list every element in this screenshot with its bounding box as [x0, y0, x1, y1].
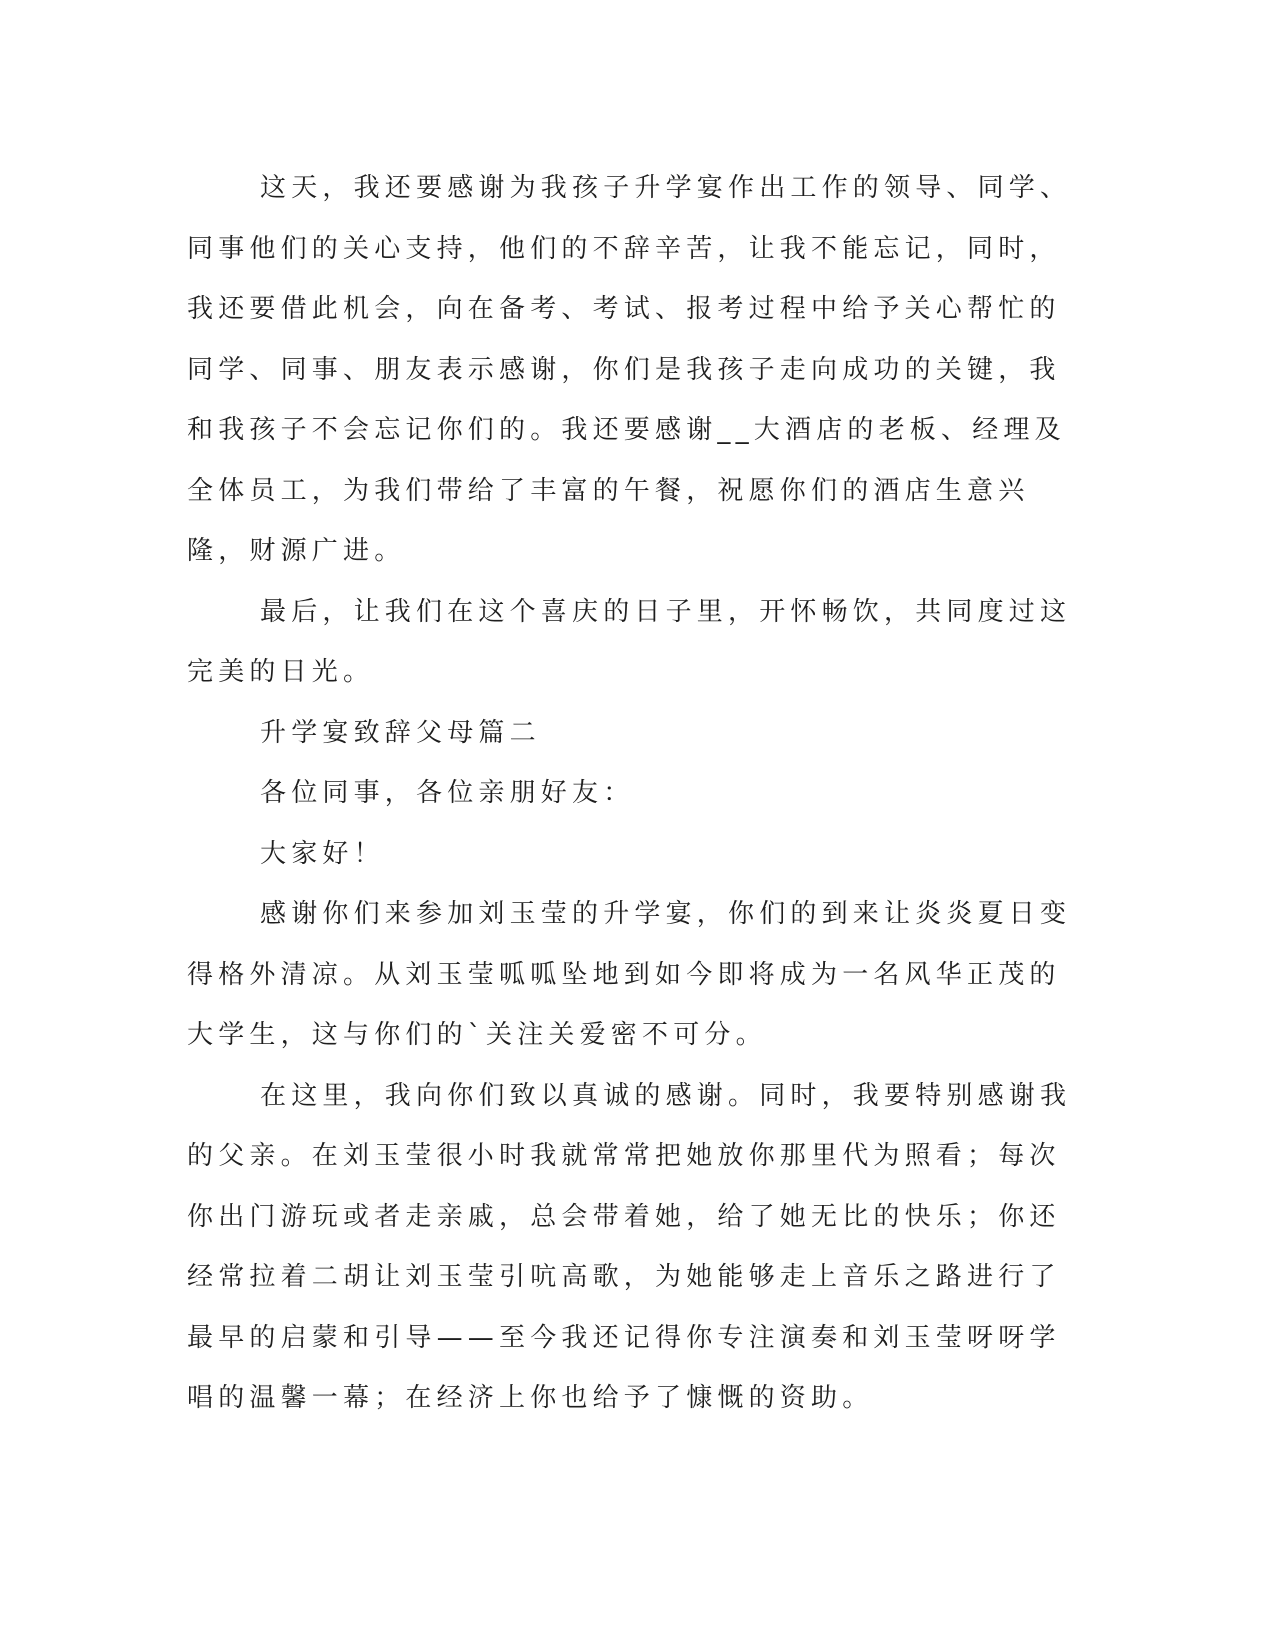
paragraph-thanks-father: 在这里，我向你们致以真诚的感谢。同时，我要特别感谢我的父亲。在刘玉莹很小时我就常常把她放你那里代为照看；每次你出门游玩或者走亲戚，总会带着她，给了她无比的快乐；你还经常拉着二胡让刘玉莹引吭高歌，为她能够走上音乐之路进行了最早的启蒙和引导——至今我还记得你专注演奏和刘玉莹呀呀学唱的温馨一幕；在经济上你也给予了慷慨的资助。 [187, 1080, 1072, 1413]
salutation: 各位同事，各位亲朋好友： [260, 778, 635, 808]
greeting: 大家好！ [260, 838, 385, 869]
paragraph-thanks-guests: 感谢你们来参加刘玉莹的升学宴，你们的到来让炎炎夏日变得格外清凉。从刘玉莹呱呱坠地到如今即将成为一名风华正茂的大学生，这与你们的`关注关爱密不可分。 [187, 899, 1072, 1050]
document-body [187, 158, 1087, 1429]
section-heading: 升学宴致辞父母篇二 [260, 717, 541, 748]
paragraph-thanks-helpers: 这天，我还要感谢为我孩子升学宴作出工作的领导、同学、同事他们的关心支持，他们的不辞辛苦，让我不能忘记，同时，我还要借此机会，向在备考、考试、报考过程中给予关心帮忙的同学、同事、朋友表示感谢，你们是我孩子走向成功的关键，我和我孩子不会忘记你们的。我还要感谢__大酒店的老板、经理及全体员工，为我们带给了丰富的午餐，祝愿你们的酒店生意兴隆，财源广进。 [187, 173, 1072, 566]
paragraph-closing-toast: 最后，让我们在这个喜庆的日子里，开怀畅饮，共同度过这完美的日光。 [187, 596, 1072, 687]
